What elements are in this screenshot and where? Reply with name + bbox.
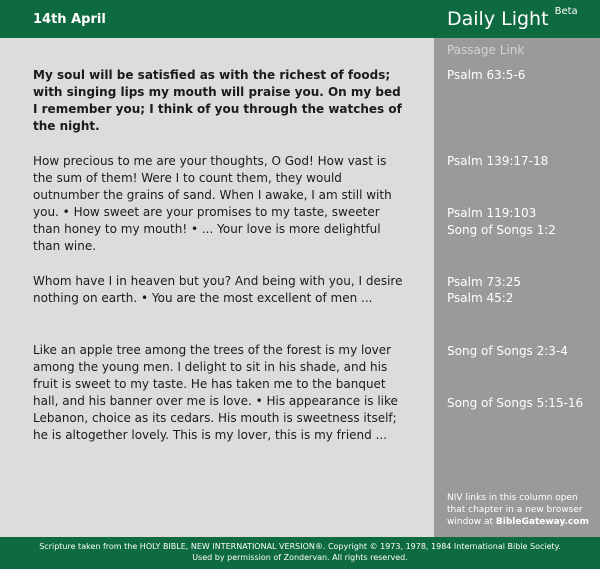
ref-link-psalm-73[interactable]: Psalm 73:25 [447,275,522,289]
ref-link-song-1[interactable]: Song of Songs 1:2 [447,223,556,237]
beta-badge: Beta [554,6,578,17]
passage-text-2: How precious to me are your thoughts, O God! How vast is the sum of them! Were I to count them, they would outnumber the grains of sand. When I awake, I am still with you. • How sweet are your promises to my taste, sweeter than honey to my mouth! • ... Your love is more delightful than wine. [33,154,392,253]
ref-link-psalm-45[interactable]: Psalm 45:2 [447,291,514,305]
passage-text-3: Whom have I in heaven but you? And being with you, I desire nothing on earth. • You are the most excellent of men ... [33,274,403,305]
ref-link-song-5[interactable]: Song of Songs 5:15-16 [447,396,584,410]
date-label: 14th April [33,12,106,27]
ref-link-psalm-139[interactable]: Psalm 139:17-18 [447,154,549,168]
passage-text-1: My soul will be satisfied as with the richest of foods; with singing lips my mouth will praise you. On my bed I remember you; I think of you through the watches of the night. [33,68,402,133]
passage-text-4: Like an apple tree among the trees of the forest is my lover among the young men. I delight to sit in his shade, and his fruit is sweet to my taste. He has taken me to the banquet hall, and his banner over me is love. • His appearance is like Lebanon, choice as its cedars. His mouth is sweetness itself; he is altogether lovely. This is my lover, this is my friend ... [33,343,398,442]
ref-link-psalm-63[interactable]: Psalm 63:5-6 [447,68,526,82]
ref-link-song-2[interactable]: Song of Songs 2:3-4 [447,344,568,358]
niv-note-text: NIV links in this column open that chapter in a new browser window at [447,493,583,527]
copyright-line-1: Scripture taken from the HOLY BIBLE, NEW INTERNATIONAL VERSION®. Copyright © 1973, 1978, 1984 International Bible Society. [39,542,561,551]
copyright-footer [0,537,600,569]
header-bar [0,0,600,38]
app-title [447,8,578,30]
app-title-text: Daily Light [447,8,549,30]
biblegateway-link[interactable]: BibleGateway.com [495,517,589,527]
passage-link-header: Passage Link [447,43,525,57]
niv-links-note [447,492,593,528]
copyright-line-2: Used by permission of Zondervan. All rights reserved. [192,553,408,562]
ref-link-psalm-119[interactable]: Psalm 119:103 [447,206,537,220]
